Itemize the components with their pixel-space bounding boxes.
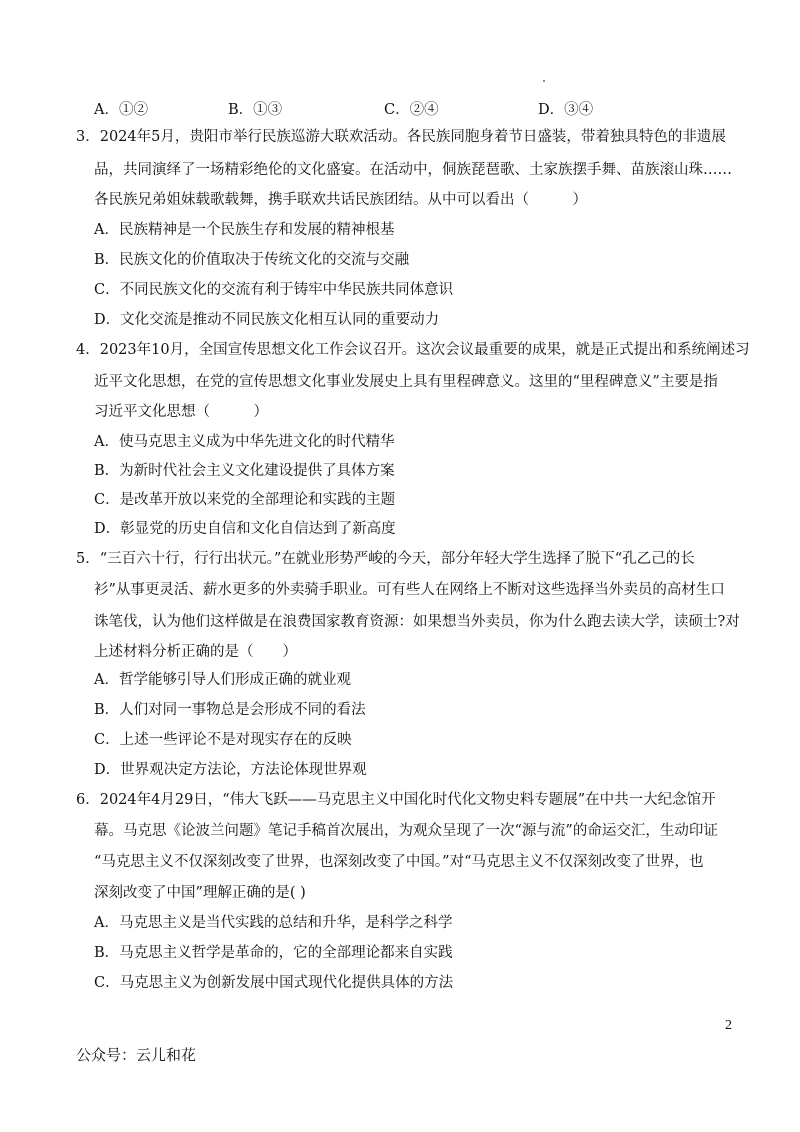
question-text-line: 4．2023年10月，全国宣传思想文化工作会议召开。这次会议最重要的成果，就是正式提出和系统阐述习 bbox=[76, 342, 750, 358]
question-text-line: 幕。马克思《论波兰问题》笔记手稿首次展出，为观众呈现了一次“源与流”的命运交汇，生动印证 bbox=[94, 823, 718, 839]
option-c: C．不同民族文化的交流有利于铸牢中华民族共同体意识 bbox=[94, 282, 454, 298]
option-c: C．②④ bbox=[384, 102, 439, 118]
option-c: C．马克思主义为创新发展中国式现代化提供具体的方法 bbox=[94, 975, 454, 991]
question-text-line: 习近平文化思想（ ） bbox=[94, 404, 268, 420]
option-d: D．文化交流是推动不同民族文化相互认同的重要动力 bbox=[94, 312, 440, 328]
question-text-line: 各民族兄弟姐妹载歌载舞，携手联欢共话民族团结。从中可以看出（ ） bbox=[94, 192, 587, 208]
question-text-line: 深刻改变了中国”理解正确的是( ) bbox=[94, 885, 306, 901]
question-text-line: 上述材料分析正确的是（ ） bbox=[94, 644, 297, 660]
option-a: A．民族精神是一个民族生存和发展的精神根基 bbox=[94, 222, 395, 238]
question-text-line: 3．2024年5月，贵阳市举行民族巡游大联欢活动。各民族同胞身着节日盛装，带着独具特色的非遗展 bbox=[76, 129, 726, 145]
option-d: D．彰显党的历史自信和文化自信达到了新高度 bbox=[94, 521, 396, 537]
question-text-line: 6．2024年4月29日，“伟大飞跃——马克思主义中国化时代化文物史料专题展”在中共一大纪念馆开 bbox=[76, 792, 716, 808]
option-b: B．①③ bbox=[228, 102, 283, 118]
option-a: A．马克思主义是当代实践的总结和升华，是科学之科学 bbox=[94, 915, 453, 931]
option-b: B．民族文化的价值取决于传统文化的交流与交融 bbox=[94, 252, 410, 268]
question-text-line: 近平文化思想，在党的宣传思想文化事业发展史上具有里程碑意义。这里的“里程碑意义”主要是指 bbox=[94, 374, 718, 390]
option-d: D．③④ bbox=[538, 102, 594, 118]
question-text-line: “马克思主义不仅深刻改变了世界，也深刻改变了中国。”对“马克思主义不仅深刻改变了世界，也 bbox=[94, 854, 704, 870]
option-c: C．是改革开放以来党的全部理论和实践的主题 bbox=[94, 492, 396, 508]
option-a: A．①② bbox=[94, 102, 148, 118]
scan-dot bbox=[543, 80, 545, 82]
option-a: A．哲学能够引导人们形成正确的就业观 bbox=[94, 672, 351, 688]
question-text-line: 5．“三百六十行，行行出状元。”在就业形势严峻的今天，部分年轻大学生选择了脱下“孔乙己的长 bbox=[76, 551, 695, 567]
question-text-line: 诛笔伐，认为他们这样做是在浪费国家教育资源：如果想当外卖员，你为什么跑去读大学，读硕士?对 bbox=[94, 614, 740, 630]
option-b: B．人们对同一事物总是会形成不同的看法 bbox=[94, 702, 366, 718]
question-text-line: 品，共同演绎了一场精彩绝伦的文化盛宴。在活动中，侗族琵琶歌、土家族摆手舞、苗族滚山珠…… bbox=[94, 162, 732, 178]
option-c: C．上述一些评论不是对现实存在的反映 bbox=[94, 732, 352, 748]
option-b: B．为新时代社会主义文化建设提供了具体方案 bbox=[94, 463, 395, 479]
previous-question-options bbox=[94, 98, 714, 118]
question-text-line: 衫”从事更灵活、薪水更多的外卖骑手职业。可有些人在网络上不断对这些选择当外卖员的高材生口 bbox=[94, 582, 725, 598]
option-d: D．世界观决定方法论，方法论体现世界观 bbox=[94, 762, 367, 778]
page-number: 2 bbox=[725, 1018, 732, 1033]
footer-text: 公众号：云儿和花 bbox=[76, 1046, 197, 1064]
option-a: A．使马克思主义成为中华先进文化的时代精华 bbox=[94, 434, 395, 450]
option-b: B．马克思主义哲学是革命的，它的全部理论都来自实践 bbox=[94, 945, 453, 961]
